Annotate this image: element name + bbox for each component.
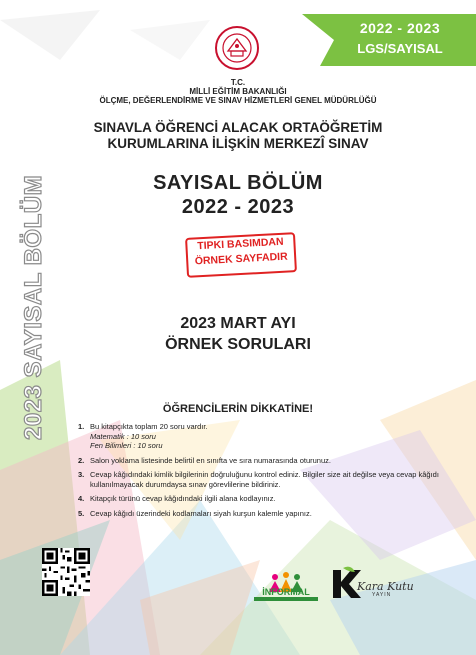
informal-logo-text: İNFORMAL [262,587,310,597]
badge-year: 2022 - 2023 [359,20,441,36]
stamp-line1: TIPKI BASIMDAN [196,235,284,253]
exam-title-line2: KURUMLARINA İLİŞKİN MERKEZÎ SINAV [107,136,369,151]
list-subitem-math: Matematik : 10 soru [90,431,156,441]
list-item [78,509,458,519]
list-item [78,422,458,451]
ministry-seal-icon [214,25,260,71]
badge-subtitle: LGS/SAYISAL [357,41,443,56]
karakutu-logo-subtext: YAYIN [372,592,392,598]
list-item-text: Cevap kâğıdı üzerindeki kodlamaları siyah kurşun kalemle yapınız. [90,508,312,518]
list-item-number: 2. [78,455,85,465]
list-item-text: Cevap kâğıdındaki kimlik bilgilerinin doğruluğunu kontrol ediniz. Bilgiler size ait değilse veya cevap kâğıdı kullanılmayacak durumdaysa sınav görevlilerine bildiriniz. [90,470,439,489]
list-item-number: 3. [78,470,85,479]
list-item-number: 1. [78,422,85,431]
karakutu-logo-text: Kara Kutu [357,580,414,593]
list-subitem-science: Fen Bilimleri : 10 soru [90,441,163,450]
notice-list [78,422,458,523]
notice-heading: ÖĞRENCİLERİN DİKKATİNE! [162,403,314,415]
list-item-number: 5. [78,508,85,518]
exam-title-line1: SINAVLA ÖĞRENCİ ALACAK ORTAÖĞRETİM [93,120,383,135]
header-directorate: ÖLÇME, DEĞERLENDİRME VE SINAV HİZMETLERİ GENEL MÜDÜRLÜĞÜ [99,96,377,105]
sample-page-stamp [185,232,297,278]
vertical-section-title: 2023 SAYISAL BÖLÜM [20,174,47,440]
stamp-line2: ÖRNEK SAYFADIR [194,250,288,268]
list-item [78,470,458,489]
list-item [78,494,458,504]
informal-logo-bar [254,597,318,601]
qr-code-icon[interactable] [42,548,90,596]
subtitle-line1: 2023 MART AYI [180,315,296,332]
list-item-text: Salon yoklama listesinde belirtil en sınıfta ve sıra numarasında oturunuz. [90,455,331,465]
section-name: SAYISAL BÖLÜM [153,172,323,194]
header-tc: T.C. [230,78,246,87]
list-item-number: 4. [78,494,85,503]
subtitle-line2: ÖRNEK SORULARI [165,336,311,353]
list-item-text: Bu kitapçıkta toplam 20 soru vardır. [90,422,208,431]
list-item-text: Kitapçık türünü cevap kâğıdındaki ilgili alana kodlayınız. [90,494,276,503]
section-year: 2022 - 2023 [181,196,295,218]
list-item [78,456,458,466]
header-ministry: MİLLİ EĞİTİM BAKANLIĞI [189,87,287,96]
